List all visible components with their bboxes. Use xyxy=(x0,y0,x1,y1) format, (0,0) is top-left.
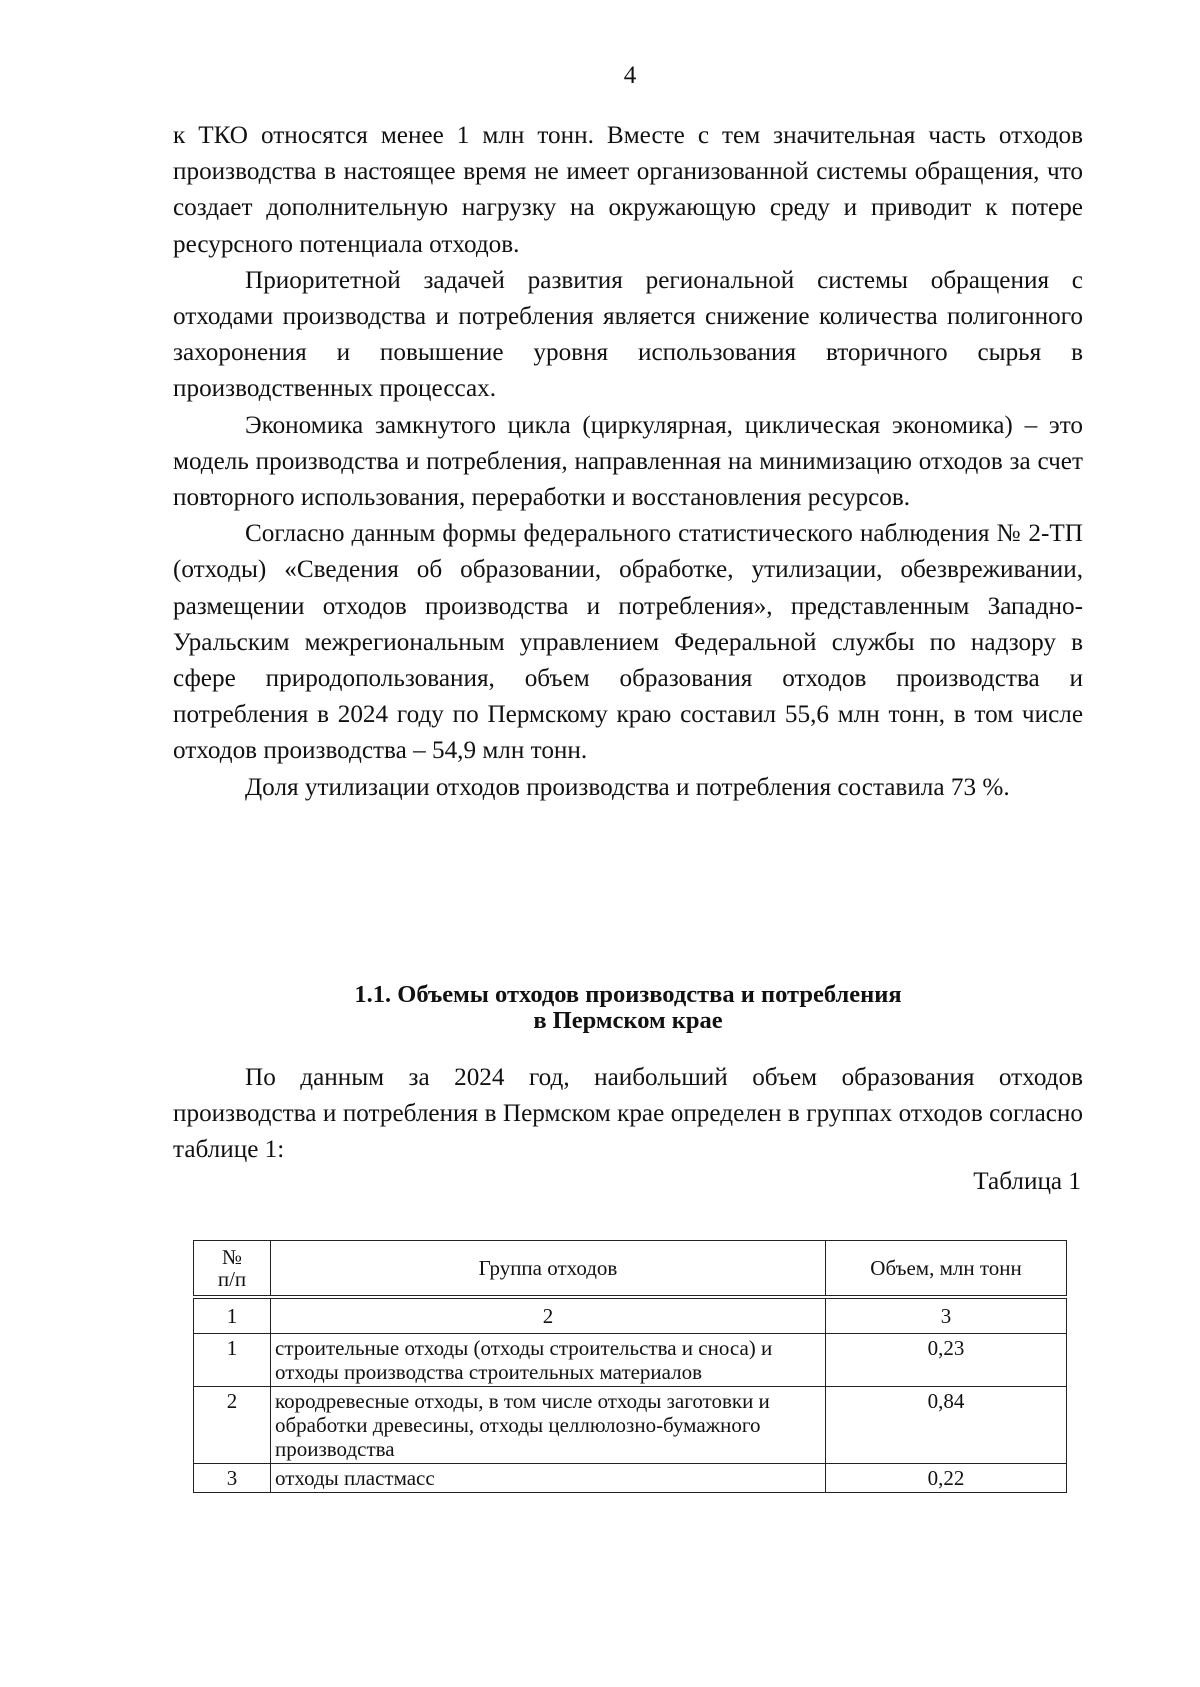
section-heading xyxy=(173,982,1083,1034)
section-heading-line-1: 1.1. Объемы отходов производства и потребления xyxy=(354,981,902,1008)
row-group: строительные отходы (отходы строительства и сноса) и отходы производства строительных материалов xyxy=(271,1334,826,1387)
paragraph-statistics: Согласно данным формы федерального статистического наблюдения № 2-ТП (отходы) «Сведения об образовании, обработке, утилизации, обезвреживании, размещении отходов производства и потребления», представленным Западно-Уральским межрегиональным управлением Федеральной службы по надзору в сфере природопользования, объем образования отходов производства и потребления в 2024 году по Пермскому краю составил 55,6 млн тонн, в том числе отходов производства – 54,9 млн тонн. xyxy=(173,520,1083,765)
row-group: кородревесные отходы, в том числе отходы заготовки и обработки древесины, отходы целлюлозно-бумажного производства xyxy=(271,1387,826,1464)
section-intro: По данным за 2024 год, наибольший объем образования отходов производства и потребления в Пермском крае определен в группах отходов согласно таблице 1: xyxy=(173,1064,1083,1164)
row-number: 1 xyxy=(194,1334,271,1387)
header-number-sign: № xyxy=(221,1245,243,1269)
row-volume: 0,22 xyxy=(826,1464,1067,1493)
header-number xyxy=(194,1241,271,1298)
index-cell: 1 xyxy=(194,1297,271,1334)
row-number: 2 xyxy=(194,1387,271,1464)
header-volume: Объем, млн тонн xyxy=(826,1241,1067,1298)
index-cell: 3 xyxy=(826,1297,1067,1334)
table-caption: Таблица 1 xyxy=(973,1168,1081,1195)
row-group: отходы пластмасс xyxy=(271,1464,826,1493)
body-text xyxy=(173,118,1083,806)
paragraph-continuation: к ТКО относятся менее 1 млн тонн. Вместе с тем значительная часть отходов производства в настоящее время не имеет организованной системы обращения, что создает дополнительную нагрузку на окружающую среду и приводит к потере ресурсного потенциала отходов. xyxy=(173,122,1083,258)
row-number: 3 xyxy=(194,1464,271,1493)
paragraph-priority: Приоритетной задачей развития региональной системы обращения с отходами производства и потребления является снижение количества полигонного захоронения и повышение уровня использования вторичного сырья в производственных процессах. xyxy=(173,266,1083,403)
header-number-pp: п/п xyxy=(217,1267,247,1291)
table-row xyxy=(194,1334,1067,1387)
section-heading-line-2: в Пермском крае xyxy=(533,1007,723,1034)
table-index-row xyxy=(194,1297,1067,1334)
index-cell: 2 xyxy=(271,1297,826,1334)
paragraph-utilization-share: Доля утилизации отходов производства и потребления составила 73 %. xyxy=(245,773,1010,801)
paragraph-circular-economy: Экономика замкнутого цикла (циркулярная, циклическая экономика) – это модель производства и потребления, направленная на минимизацию отходов за счет повторного использования, переработки и восстановления ресурсов. xyxy=(173,411,1083,512)
table-header-row xyxy=(194,1241,1067,1298)
page-number: 4 xyxy=(623,62,637,89)
waste-volume-table xyxy=(193,1240,1067,1493)
table-row xyxy=(194,1387,1067,1464)
row-volume: 0,23 xyxy=(826,1334,1067,1387)
table-row xyxy=(194,1464,1067,1493)
header-group: Группа отходов xyxy=(271,1241,826,1298)
row-volume: 0,84 xyxy=(826,1387,1067,1464)
